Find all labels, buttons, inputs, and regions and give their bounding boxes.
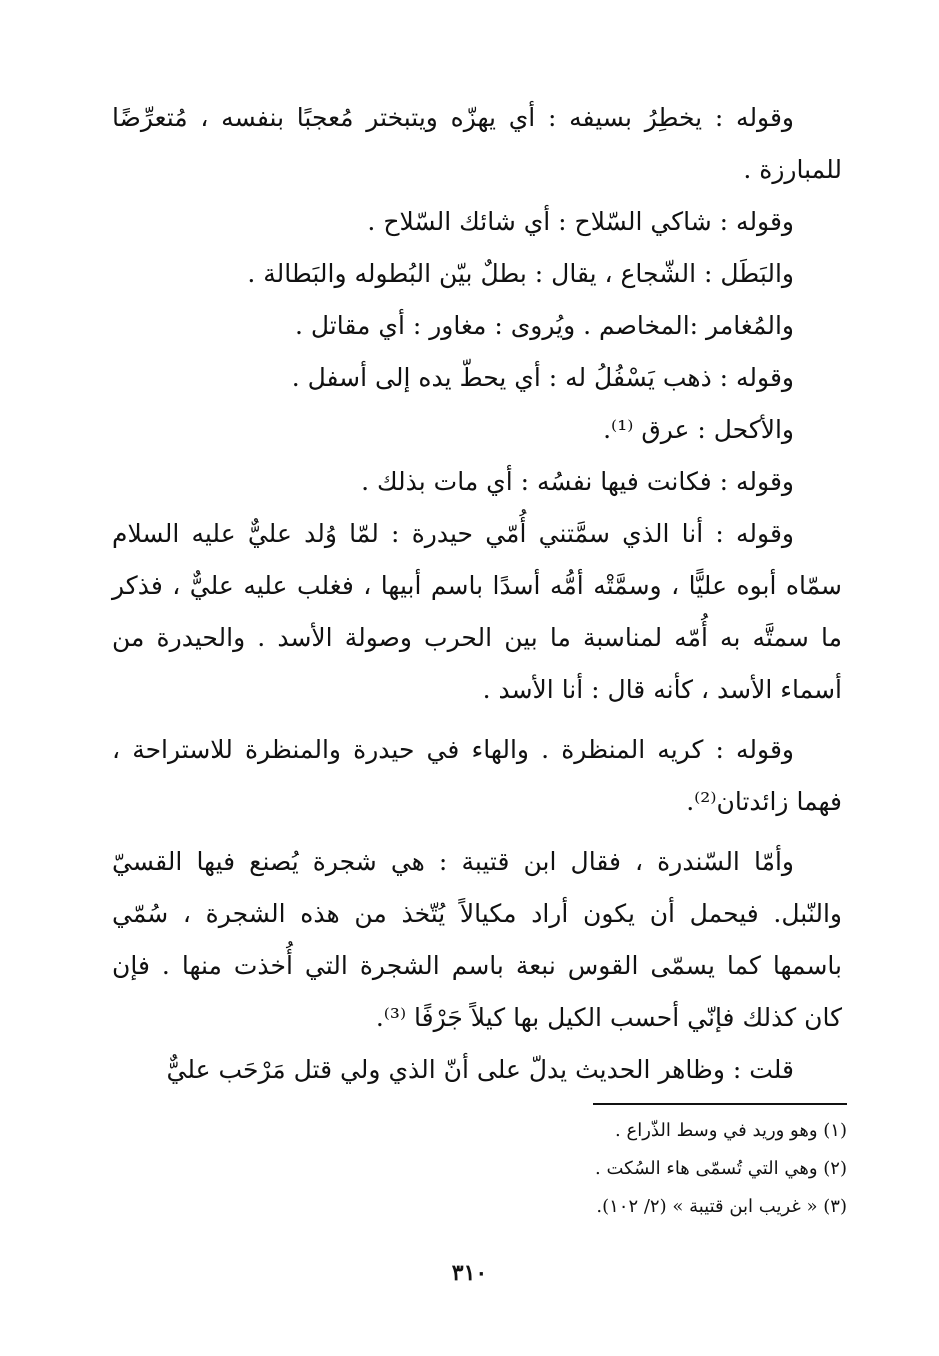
paragraph: وقوله : ذهب يَسْفُلُ له : أي يحطّ يده إلى أسفل . bbox=[291, 363, 794, 392]
footnotes bbox=[112, 1112, 847, 1226]
paragraph: والمُغامر :المخاصم . ويُروى : مغاور : أي مقاتل . bbox=[294, 311, 794, 340]
paragraph: وقوله : كريه المنظرة . والهاء في حيدرة والمنظرة للاستراحة ، فهما زائدتان⁽²⁾. bbox=[112, 735, 842, 816]
paragraph: والبَطَل : الشّجاع ، يقال : بطلٌ بيّن البُطوله والبَطالة . bbox=[247, 259, 794, 288]
footnote: (٣) « غريب ابن قتيبة » (٢/ ١٠٢). bbox=[596, 1196, 847, 1217]
main-text bbox=[112, 92, 842, 1096]
paragraph: وقوله : فكانت فيها نفسُه : أي مات بذلك . bbox=[361, 467, 794, 496]
paragraph: والأكحل : عرق ⁽¹⁾. bbox=[603, 415, 794, 444]
footnote: (٢) وهي التي تُسمّى هاء السُكت . bbox=[595, 1158, 847, 1179]
paragraph: وقوله : يخطِرُ بسيفه : أي يهزّه ويتبختر مُعجبًا بنفسه ، مُتعرِّضًا للمبارزة . bbox=[112, 103, 842, 184]
footnote: (١) وهو وريد في وسط الذّراع . bbox=[615, 1120, 847, 1141]
footnote-separator bbox=[593, 1103, 847, 1105]
paragraph: وقوله : أنا الذي سمَّتني أُمّي حيدرة : لمّا وُلد عليٌّ عليه السلام سمّاه أبوه عليًّا ، وسمَّتْه أمُّه أسدًا باسم أبيها ، فغلب عليه عليٌّ ، فذكر ما سمتَّه به أُمّه لمناسبة ما بين الحرب وصولة الأسد . والحيدرة من أسماء الأسد ، كأنه قال : أنا الأسد . bbox=[112, 519, 842, 704]
page-number: ٣١٠ bbox=[451, 1260, 488, 1286]
paragraph: قلت : وظاهر الحديث يدلّ على أنّ الذي ولي قتل مَرْحَب عليٌّ bbox=[166, 1055, 794, 1084]
paragraph: وأمّا السّندرة ، فقال ابن قتيبة : هي شجرة يُصنع فيها القسيّ والنّبل. فيحمل أن يكون أراد مكيالاً يُتّخذ من هذه الشجرة ، سُمّي باسمها كما يسمّى القوس نبعة باسم الشجرة التي أُخذت منها . فإن كان كذلك فإنّي أحسب الكيل بها كيلاً جَرْفًا ⁽³⁾. bbox=[112, 847, 842, 1032]
paragraph: وقوله : شاكي السّلاح : أي شائك السّلاح . bbox=[367, 207, 794, 236]
